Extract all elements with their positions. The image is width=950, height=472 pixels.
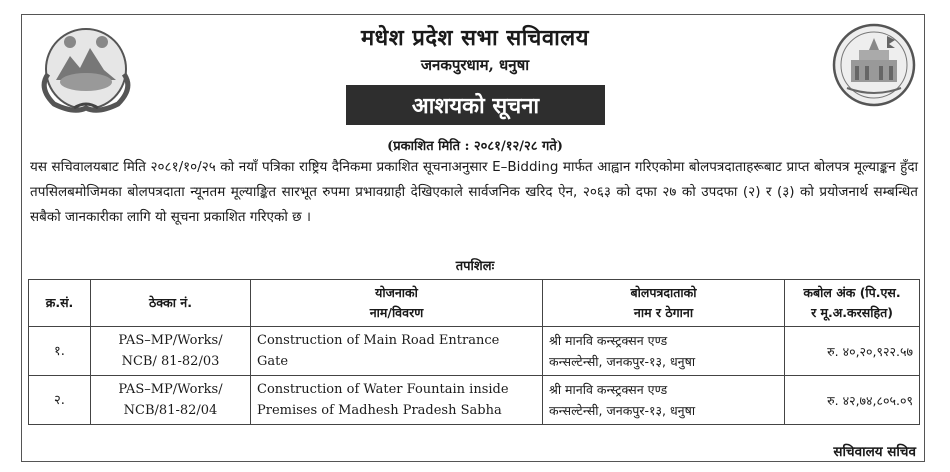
table-row xyxy=(29,327,920,376)
signatory-title: सचिवालय सचिव xyxy=(833,444,916,460)
cell-contract-line1: PAS–MP/Works/ xyxy=(118,382,223,397)
header-project-line2: नाम/विवरण xyxy=(369,305,424,320)
cell-contract-line2: NCB/ 81-82/03 xyxy=(121,354,220,369)
cell-project xyxy=(251,376,543,425)
header-amount-line2: र मू.अ.करसहित) xyxy=(811,305,893,320)
cell-project-line1: Construction of Water Fountain inside xyxy=(257,382,509,397)
office-location: जनकपुरधाम, धनुषा xyxy=(420,56,530,74)
notice-body: यस सचिवालयबाट मिति २०८१/१०/२५ को नयाँ पत्रिका राष्ट्रिय दैनिकमा प्रकाशित सूचनाअनुसार E–Bidding मार्फत आह्वान गरिएकोमा बोलपत्रदाताहरूबाट प्राप्त बोलपत्र मूल्याङ्कन हुँदा तपसिलबमोजिमका बोलपत्रदाता न्यूनतम मूल्याङ्कित सारभूत रुपमा प्रभावग्राही देखिएकाले सार्वजनिक खरिद ऐन, २०६३ को दफा २७ को उपदफा (२) र (३) को प्रयोजनार्थ सम्बन्धित सबैको जानकारीका लागि यो सूचना प्रकाशित गरिएको छ । xyxy=(30,159,918,225)
cell-contract xyxy=(91,327,251,376)
header-contract: ठेक्का नं. xyxy=(91,280,251,327)
cell-project-line2: Gate xyxy=(257,354,289,369)
published-date: (प्रकाशित मिति : २०८१/१२/२८ गते) xyxy=(387,139,563,154)
header-bidder-line2: नाम र ठेगाना xyxy=(633,305,694,320)
cell-amount: रु. ४०,२०,९२२.५७ xyxy=(785,327,920,376)
cell-contract-line2: NCB/81-82/04 xyxy=(123,403,218,418)
header-amount xyxy=(785,280,920,327)
cell-project xyxy=(251,327,543,376)
cell-bidder-line2: कन्सल्टेन्सी, जनकपुर-१३, धनुषा xyxy=(549,403,696,418)
cell-project-line2: Premises of Madhesh Pradesh Sabha xyxy=(257,403,502,418)
header-bidder xyxy=(543,280,785,327)
cell-contract-line1: PAS–MP/Works/ xyxy=(118,333,223,348)
cell-sn: १. xyxy=(29,327,91,376)
cell-bidder-line1: श्री मानवि कन्स्ट्रक्सन एण्ड xyxy=(549,382,668,397)
cell-project-line1: Construction of Main Road Entrance xyxy=(257,333,500,348)
notice-banner: आशयको सूचना xyxy=(346,85,605,125)
cell-contract xyxy=(91,376,251,425)
table-row xyxy=(29,376,920,425)
header-bidder-line1: बोलपत्रदाताको xyxy=(630,285,697,300)
header-project xyxy=(251,280,543,327)
header-sn: क्र.सं. xyxy=(29,280,91,327)
bid-results-table xyxy=(28,279,920,425)
header-project-line1: योजनाको xyxy=(375,285,418,300)
table-header-row xyxy=(29,280,920,327)
cell-bidder-line2: कन्सल्टेन्सी, जनकपुर-१३, धनुषा xyxy=(549,354,696,369)
cell-amount: रु. ४२,७४,८०५.०९ xyxy=(785,376,920,425)
cell-bidder xyxy=(543,327,785,376)
schedule-heading: तपशिलः xyxy=(455,259,495,274)
cell-sn: २. xyxy=(29,376,91,425)
header-amount-line1: कबोल अंक (पि.एस. xyxy=(803,285,901,300)
cell-bidder-line1: श्री मानवि कन्स्ट्रक्सन एण्ड xyxy=(549,333,668,348)
cell-bidder xyxy=(543,376,785,425)
office-title: मधेश प्रदेश सभा सचिवालय xyxy=(361,25,589,51)
